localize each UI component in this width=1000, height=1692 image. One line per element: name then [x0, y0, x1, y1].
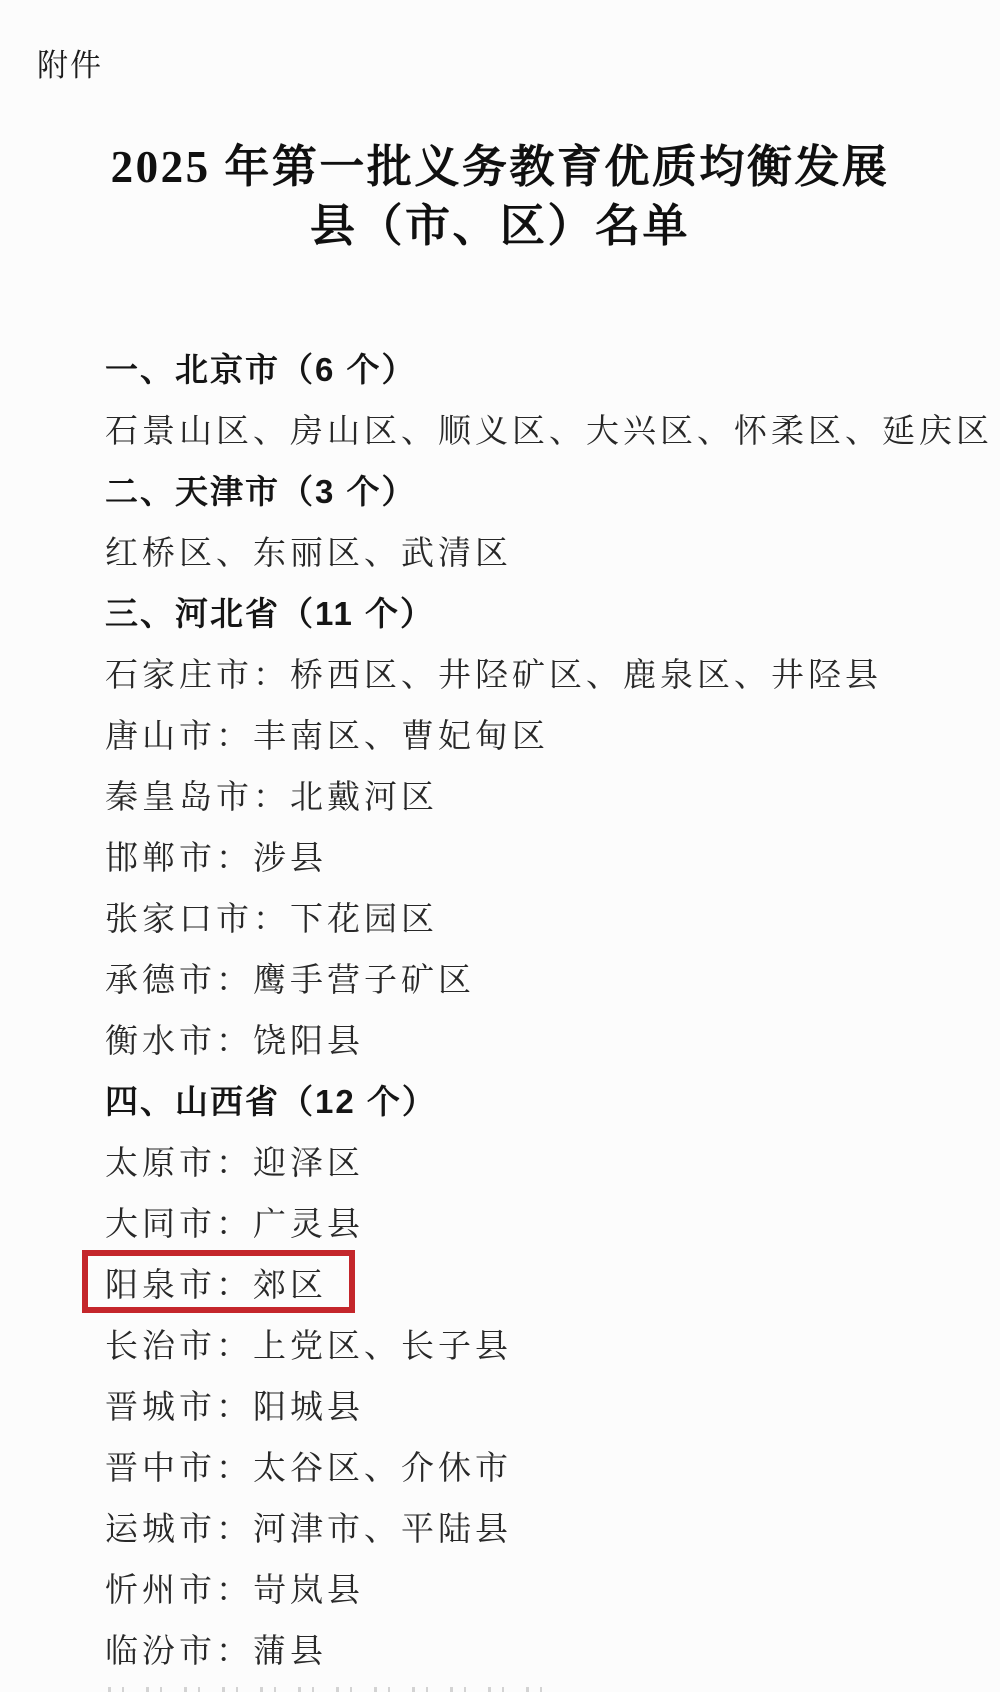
section-heading-shanxi: 四、山西省（12 个）	[105, 1083, 437, 1120]
document-title-line2: 县（市、区）名单	[309, 201, 690, 251]
cutoff-text-sliver	[108, 1687, 548, 1692]
list-item: 红桥区、东丽区、武清区	[105, 536, 512, 572]
list-item: 承德市：鹰手营子矿区	[105, 963, 475, 999]
list-item: 衡水市：饶阳县	[105, 1024, 364, 1060]
document-title-line1: 2025 年第一批义务教育优质均衡发展	[110, 142, 890, 192]
highlighted-list-item	[105, 1252, 985, 1313]
list-item: 张家口市：下花园区	[105, 902, 438, 938]
list-item: 临汾市：蒲县	[105, 1634, 327, 1670]
list-item: 邯郸市：涉县	[105, 841, 327, 877]
list-item: 运城市：河津市、平陆县	[105, 1512, 512, 1548]
list-item: 石景山区、房山区、顺义区、大兴区、怀柔区、延庆区	[105, 414, 993, 450]
list-item: 唐山市：丰南区、曹妃甸区	[105, 719, 549, 755]
attachment-label: 附件	[37, 48, 103, 83]
list-item: 晋城市：阳城县	[105, 1390, 364, 1426]
document-title	[0, 138, 1000, 256]
list-item: 太原市：迎泽区	[105, 1146, 364, 1182]
list-item: 忻州市：岢岚县	[105, 1573, 364, 1609]
highlighted-list-item-text: 阳泉市：郊区	[105, 1268, 327, 1304]
section-heading-hebei: 三、河北省（11 个）	[105, 595, 436, 632]
list-item: 秦皇岛市：北戴河区	[105, 780, 438, 816]
section-heading-tianjin: 二、天津市（3 个）	[105, 473, 417, 510]
list-item: 石家庄市：桥西区、井陉矿区、鹿泉区、井陉县	[105, 658, 882, 694]
section-heading-beijing: 一、北京市（6 个）	[105, 351, 417, 388]
list-item: 晋中市：太谷区、介休市	[105, 1451, 512, 1487]
list-item: 大同市：广灵县	[105, 1207, 364, 1243]
list-item: 长治市：上党区、长子县	[105, 1329, 512, 1365]
document-body	[105, 337, 993, 1679]
